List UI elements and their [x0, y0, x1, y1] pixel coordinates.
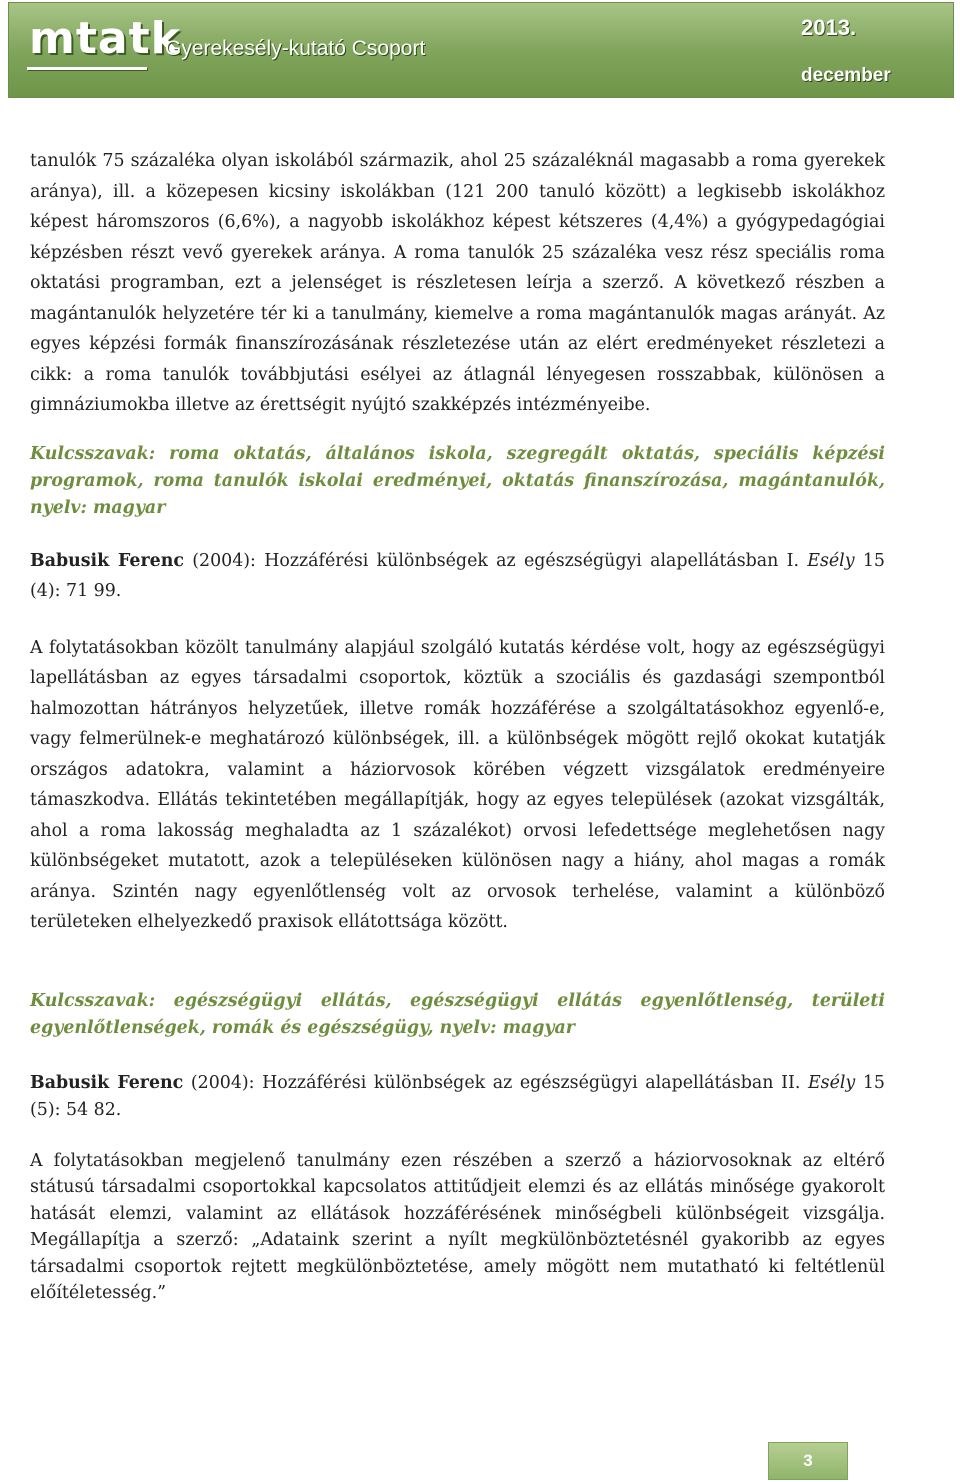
header-year: 2013.	[801, 15, 857, 40]
abstract-paragraph-3: A folytatásokban megjelenő tanulmány ezen részében a szerző a háziorvosoknak az eltérő státusú társadalmi csoportokkal kapcsolatos attitűdjeit elemzi és az ellátás minősége gyakorolt hatását elemzi, valamint az ellátások hozzáférésének minőségbeli különbségeit vizsgálja. Megállapítja a szerző: „Adataink szerint a nyílt megkülönböztetésnél gyakoribb az egyes társadalmi csoportok rejtett megkülönböztetése, amely mögött nem mutatható ki feltétlenül előítéletesség.”	[30, 1150, 885, 1303]
reference-1-citation: 15 (4): 71 99.	[30, 550, 885, 601]
mtatk-logo: mtatk	[29, 13, 181, 64]
header-month: december	[801, 65, 891, 86]
group-name: Gyerekesély-kutató Csoport	[165, 37, 426, 60]
page-header	[0, 0, 960, 100]
reference-2-author: Babusik Ferenc	[30, 1072, 184, 1093]
reference-2-title: (2004): Hozzáférési különbségek az egészségügyi alapellátásban II.	[183, 1072, 808, 1093]
reference-2-citation: 15 (5): 54 82.	[30, 1072, 885, 1120]
reference-1-title: (2004): Hozzáférési különbségek az egészségügyi alapellátásban I.	[183, 550, 808, 571]
reference-1	[30, 546, 885, 607]
abstract-paragraph-2: A folytatásokban közölt tanulmány alapjául szolgáló kutatás kérdése volt, hogy az egészségügyi lapellátásban az egyes társadalmi csoportok, köztük a szociális és gazdasági szempontból halmozottan hátrányos helyzetűek, illetve romák hozzáférése a szolgáltatásokhoz egyenlő-e, vagy felmerülnek-e meghatározó különbségek, ill. a különbségek mögött rejlő okokat kutatják országos adatokra, valamint a háziorvosok körében végzett vizsgálatok eredményeire támaszkodva. Ellátás tekintetében megállapítják, hogy az egyes települések (azokat vizsgálták, ahol a roma lakosság meghaladta az 1 százalékot) orvosi lefedettsége meglehetősen nagy különbségeket mutatott, azok a településeken különösen nagy a hiány, ahol magas a romák aránya. Szintén nagy egyenlőtlenség volt az orvosok terhelése, valamint a különböző területeken elhelyezkedő praxisok ellátottsága között.	[30, 637, 885, 932]
keywords-1: Kulcsszavak: roma oktatás, általános iskola, szegregált oktatás, speciális képzési programok, roma tanulók iskolai eredményei, oktatás finanszírozása, magántanulók, nyelv: magyar	[30, 443, 885, 518]
page-number: 3	[768, 1442, 848, 1480]
reference-2	[30, 1070, 885, 1124]
header-banner	[8, 2, 954, 98]
logo-underline	[27, 67, 147, 70]
keywords-2: Kulcsszavak: egészségügyi ellátás, egészségügyi ellátás egyenlőtlenség, területi egyenlőtlenségek, romák és egészségügy, nyelv: magyar	[30, 990, 885, 1038]
reference-1-author: Babusik Ferenc	[30, 550, 184, 571]
reference-2-journal: Esély	[807, 1072, 856, 1093]
abstract-paragraph-1: tanulók 75 százaléka olyan iskolából származik, ahol 25 százaléknál magasabb a roma gyerekek aránya), ill. a közepesen kicsiny iskolákban (121 200 tanuló között) a legkisebb iskolákhoz képest háromszoros (6,6%), a nagyobb iskolákhoz képest kétszeres (4,4%) a gyógypedagógiai képzésben részt vevő gyerekek aránya. A roma tanulók 25 százaléka vesz rész speciális roma oktatási programban, ezt a jelenséget is részletesen leírja a szerző. A következő részben a magántanulók helyzetére tér ki a tanulmány, kiemelve a roma magántanulók magas arányát. Az egyes képzési formák finanszírozásának részletezése után az elért eredményeket részletezi a cikk: a roma tanulók továbbjutási esélyei az átlagnál lényegesen rosszabbak, különösen a gimnáziumokba illetve az érettségit nyújtó szakképzés intézményeibe.	[30, 151, 885, 415]
document-body	[30, 146, 885, 1307]
reference-1-journal: Esély	[807, 550, 855, 571]
